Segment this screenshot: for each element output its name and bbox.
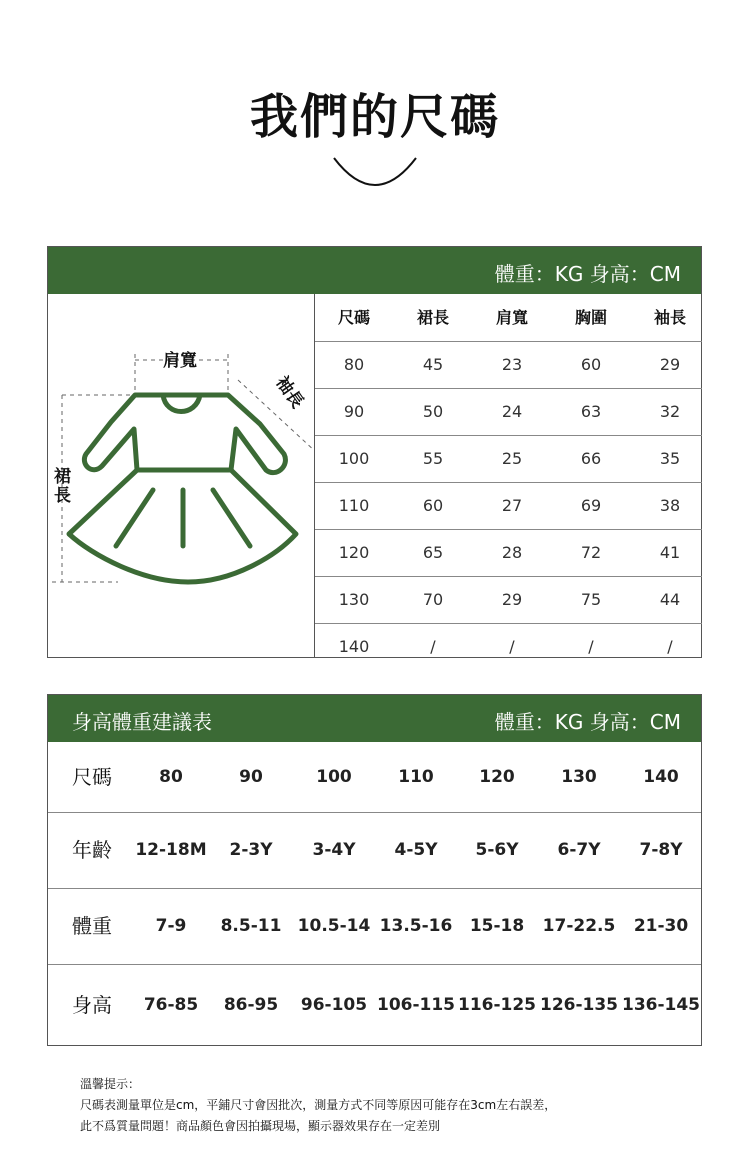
size-table-cell: 50 bbox=[422, 402, 444, 421]
advice-table-cell: 7-8Y bbox=[639, 840, 683, 860]
notes-line-1: 尺碼表測量單位是cm，平鋪尺寸會因批次，測量方式不同等原因可能存在3cm左右誤差， bbox=[80, 1098, 557, 1112]
notes-line-2: 此不爲質量問題！商品顏色會因拍攝現場，顯示器效果存在一定差別 bbox=[80, 1119, 441, 1133]
size-table-cell: 44 bbox=[659, 590, 681, 609]
advice-table-cell: 136-145 bbox=[621, 995, 701, 1015]
size-table-row bbox=[315, 341, 702, 389]
advice-table-cell: 96-105 bbox=[300, 995, 368, 1015]
size-table-header-cell: 裙長 bbox=[416, 308, 449, 327]
advice-table-cell: 21-30 bbox=[633, 916, 689, 936]
advice-title: 身高體重建議表 bbox=[72, 710, 212, 734]
advice-row-label: 身高 bbox=[72, 993, 112, 1017]
notes bbox=[80, 1074, 556, 1137]
advice-table-cell: 76-85 bbox=[143, 995, 199, 1015]
advice-table-cell: 2-3Y bbox=[229, 840, 273, 860]
size-table-cell: 80 bbox=[343, 355, 365, 374]
size-table-cell: 70 bbox=[422, 590, 444, 609]
size-table-header-cell: 胸圍 bbox=[574, 308, 607, 327]
page-title: 我們的尺碼 bbox=[249, 89, 500, 145]
size-table-header-row bbox=[315, 294, 702, 342]
advice-table-cell: 126-135 bbox=[539, 995, 619, 1015]
size-table-cell: 69 bbox=[580, 496, 602, 515]
smile-divider-icon bbox=[330, 152, 420, 192]
size-table-row bbox=[315, 482, 702, 530]
size-table-row bbox=[315, 529, 702, 577]
advice-table-cell: 86-95 bbox=[223, 995, 279, 1015]
size-table-cell: 75 bbox=[580, 590, 602, 609]
size-table-cell: 38 bbox=[659, 496, 681, 515]
advice-table-cell: 90 bbox=[239, 767, 263, 787]
sleeve-label: 袖長 bbox=[271, 372, 308, 413]
size-table-header-cell: 尺碼 bbox=[337, 308, 370, 327]
advice-table-cell: 6-7Y bbox=[557, 840, 601, 860]
advice-table-cell: 3-4Y bbox=[312, 840, 356, 860]
size-table-cell: 66 bbox=[580, 449, 602, 468]
size-table-cell: 23 bbox=[501, 355, 523, 374]
advice-row-label: 年齡 bbox=[72, 838, 112, 862]
size-table-row bbox=[315, 388, 702, 436]
size-table-cell: 130 bbox=[338, 590, 370, 609]
advice-chart bbox=[47, 694, 702, 1046]
advice-table-cell: 12-18M bbox=[135, 840, 207, 860]
advice-row-label: 體重 bbox=[72, 914, 112, 938]
size-table-row bbox=[315, 435, 702, 483]
size-table-cell: 90 bbox=[343, 402, 365, 421]
advice-table-cell: 100 bbox=[316, 767, 352, 787]
notes-heading: 溫馨提示： bbox=[80, 1077, 141, 1091]
advice-table-cell: 7-9 bbox=[155, 916, 187, 936]
size-table-row bbox=[315, 623, 702, 670]
advice-table-cell: 5-6Y bbox=[475, 840, 519, 860]
size-table-cell: 55 bbox=[422, 449, 444, 468]
size-table-cell: / bbox=[588, 637, 594, 656]
size-table-cell: / bbox=[509, 637, 515, 656]
size-table-cell: 29 bbox=[501, 590, 523, 609]
size-table-cell: 27 bbox=[501, 496, 523, 515]
size-table-cell: 28 bbox=[501, 543, 523, 562]
advice-table-cell: 116-125 bbox=[457, 995, 537, 1015]
size-chart-header bbox=[48, 247, 701, 294]
advice-table-cell: 140 bbox=[643, 767, 679, 787]
advice-table-cell: 4-5Y bbox=[394, 840, 438, 860]
size-table-cell: 41 bbox=[659, 543, 681, 562]
advice-table-cell: 17-22.5 bbox=[542, 916, 616, 936]
size-table-cell: 29 bbox=[659, 355, 681, 374]
length-label-1: 裙 bbox=[54, 467, 71, 487]
size-table bbox=[314, 294, 702, 657]
size-table-cell: / bbox=[430, 637, 436, 656]
size-table-cell: 65 bbox=[422, 543, 444, 562]
advice-table-cell: 80 bbox=[159, 767, 183, 787]
advice-table-cell: 130 bbox=[561, 767, 597, 787]
advice-table-cell: 120 bbox=[479, 767, 515, 787]
advice-table-cell: 110 bbox=[398, 767, 434, 787]
advice-chart-header bbox=[48, 695, 701, 742]
advice-table-cell: 15-18 bbox=[469, 916, 525, 936]
size-table-cell: 25 bbox=[501, 449, 523, 468]
dress-diagram bbox=[48, 294, 314, 657]
unit-label: 體重：KG 身高：CM bbox=[494, 262, 681, 286]
advice-table-row bbox=[48, 812, 701, 889]
size-table-cell: 63 bbox=[580, 402, 602, 421]
advice-table-row bbox=[48, 964, 701, 1046]
size-table-cell: 35 bbox=[659, 449, 681, 468]
size-table-cell: 140 bbox=[338, 637, 370, 656]
advice-table-cell: 106-115 bbox=[376, 995, 456, 1015]
size-table-header-cell: 肩寬 bbox=[495, 308, 528, 327]
size-table-cell: 120 bbox=[338, 543, 370, 562]
size-table-cell: 110 bbox=[338, 496, 370, 515]
size-table-cell: 45 bbox=[422, 355, 444, 374]
size-chart bbox=[47, 246, 702, 658]
size-table-cell: / bbox=[667, 637, 673, 656]
size-table-cell: 72 bbox=[580, 543, 602, 562]
advice-table-cell: 13.5-16 bbox=[379, 916, 453, 936]
size-table-cell: 100 bbox=[338, 449, 370, 468]
advice-row-label: 尺碼 bbox=[72, 765, 112, 789]
size-table-cell: 24 bbox=[501, 402, 523, 421]
advice-table-row bbox=[48, 742, 701, 813]
size-table-header-cell: 袖長 bbox=[653, 308, 686, 327]
advice-unit-label: 體重：KG 身高：CM bbox=[494, 710, 681, 734]
shoulder-label: 肩寬 bbox=[163, 351, 197, 371]
advice-table-row bbox=[48, 888, 701, 965]
advice-table-cell: 10.5-14 bbox=[297, 916, 371, 936]
size-table-cell: 32 bbox=[659, 402, 681, 421]
size-table-row bbox=[315, 576, 702, 624]
size-table-cell: 60 bbox=[422, 496, 444, 515]
size-table-cell: 60 bbox=[580, 355, 602, 374]
length-label-2: 長 bbox=[54, 486, 71, 506]
advice-table-cell: 8.5-11 bbox=[220, 916, 282, 936]
